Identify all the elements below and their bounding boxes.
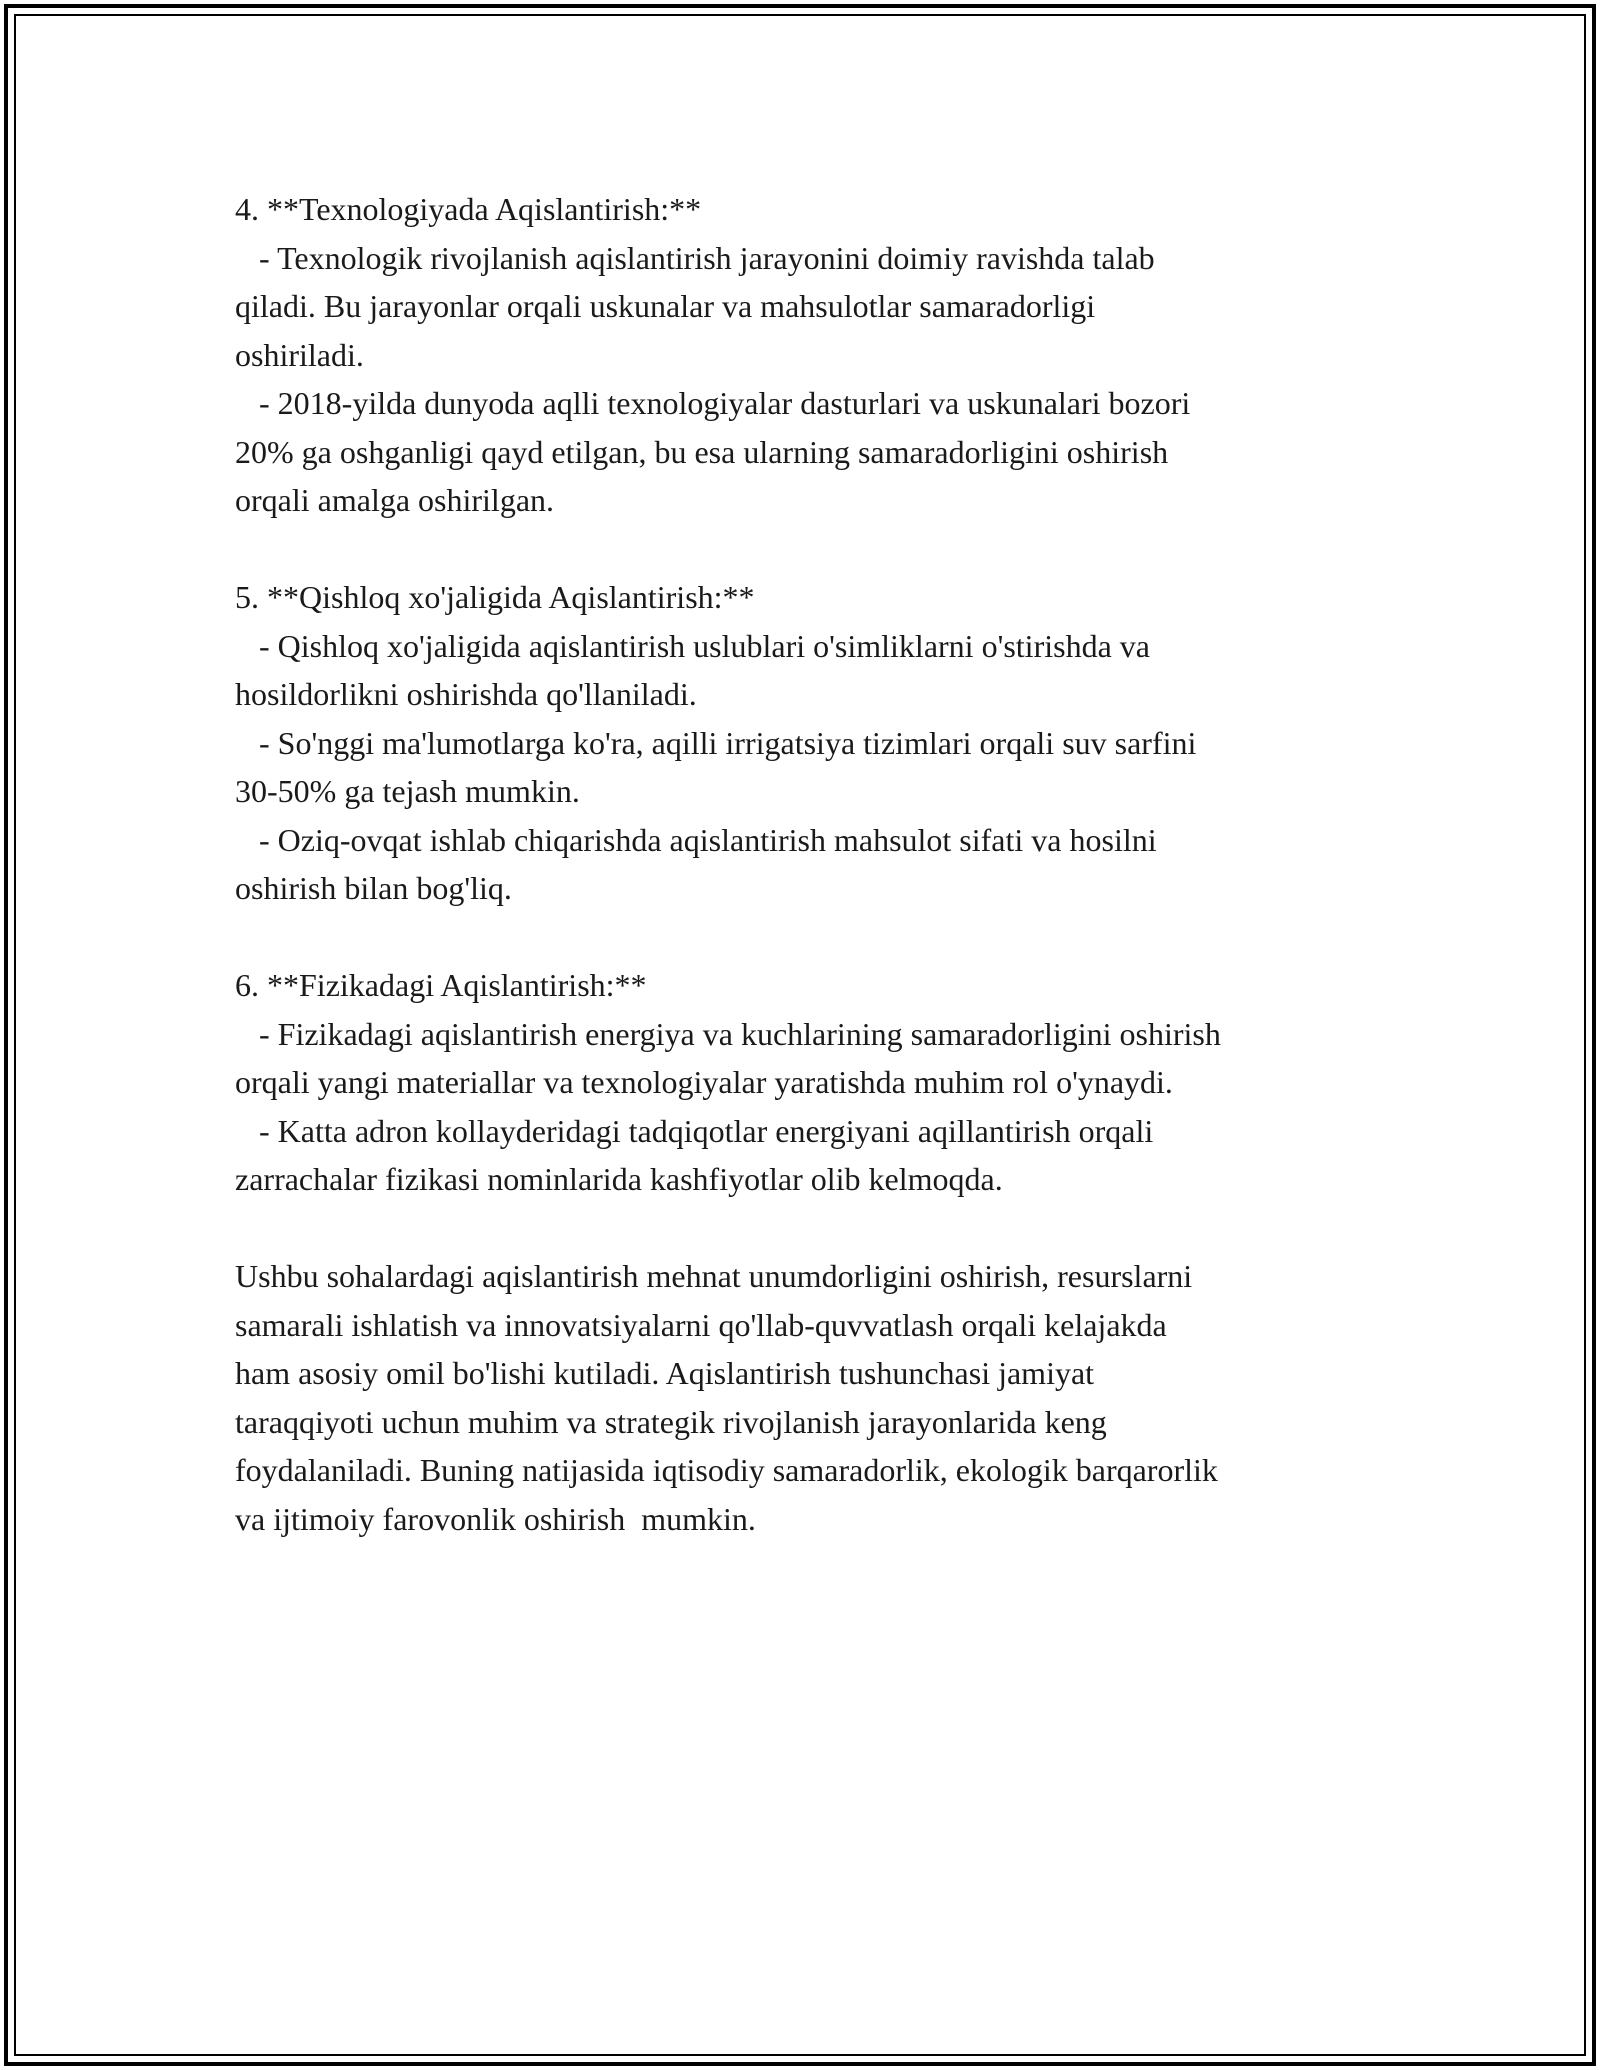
paragraph-gap [235,525,1375,574]
paragraph-gap [235,913,1375,962]
paragraph-line: orqali yangi materiallar va texnologiyalar yaratishda muhim rol o'ynaydi. [235,1064,1173,1100]
paragraph-line: oshiriladi. [235,336,364,373]
paragraph-line: - 2018-yilda dunyoda aqlli texnologiyalar dasturlari va uskunalari bozori [235,385,1191,421]
section-heading: 6. **Fizikadagi Aqislantirish:** [235,967,647,1003]
paragraph-line: taraqqiyoti uchun muhim va strategik rivojlanish jarayonlarida keng [235,1403,1107,1440]
paragraph-line: samarali ishlatish va innovatsiyalarni qo'llab-quvvatlash orqali kelajakda [235,1306,1167,1343]
paragraph-line: - Qishloq xo'jaligida aqislantirish uslublari o'simliklarni o'stirishda va [235,627,1150,664]
paragraph-line: - Oziq-ovqat ishlab chiqarishda aqislantirish mahsulot sifati va hosilni [235,821,1157,858]
section-heading: 4. **Texnologiyada Aqislantirish:** [235,191,702,227]
paragraph-line: Ushbu sohalardagi aqislantirish mehnat unumdorligini oshirish, resurslarni [235,1258,1193,1294]
paragraph-line: va ijtimoiy farovonlik oshirish mumkin. [235,1500,756,1537]
paragraph-line: 30-50% ga tejash mumkin. [235,773,580,809]
paragraph-line: - So'nggi ma'lumotlarga ko'ra, aqilli irrigatsiya tizimlari orqali suv sarfini [235,724,1197,761]
paragraph-line: - Katta adron kollayderidagi tadqiqotlar energiyani aqillantirish orqali [235,1112,1154,1149]
paragraph-line: ham asosiy omil bo'lishi kutiladi. Aqislantirish tushunchasi jamiyat [235,1355,1095,1391]
paragraph-gap [235,1204,1375,1253]
section-physics [235,961,1375,1204]
paragraph-line: oshirish bilan bog'liq. [235,870,512,906]
section-heading: 5. **Qishloq xo'jaligida Aqislantirish:** [235,579,755,615]
paragraph-line: hosildorlikni oshirishda qo'llaniladi. [235,676,697,712]
paragraph-line: - Fizikadagi aqislantirish energiya va kuchlarining samaradorligini oshirish [235,1015,1221,1052]
section-technology [235,185,1375,525]
paragraph-line: orqali amalga oshirilgan. [235,482,555,518]
paragraph-line: - Texnologik rivojlanish aqislantirish jarayonini doimiy ravishda talab [235,239,1155,276]
paragraph-line: qiladi. Bu jarayonlar orqali uskunalar va mahsulotlar samaradorligi [235,288,1096,324]
document-body [235,185,1375,1543]
paragraph-line: 20% ga oshganligi qayd etilgan, bu esa ularning samaradorligini oshirish [235,433,1169,470]
paragraph-line: foydalaniladi. Buning natijasida iqtisodiy samaradorlik, ekologik barqarorlik [235,1452,1218,1488]
paragraph-line: zarrachalar fizikasi nominlarida kashfiyotlar olib kelmoqda. [235,1161,1003,1197]
conclusion-paragraph [235,1252,1375,1543]
section-agriculture [235,573,1375,913]
